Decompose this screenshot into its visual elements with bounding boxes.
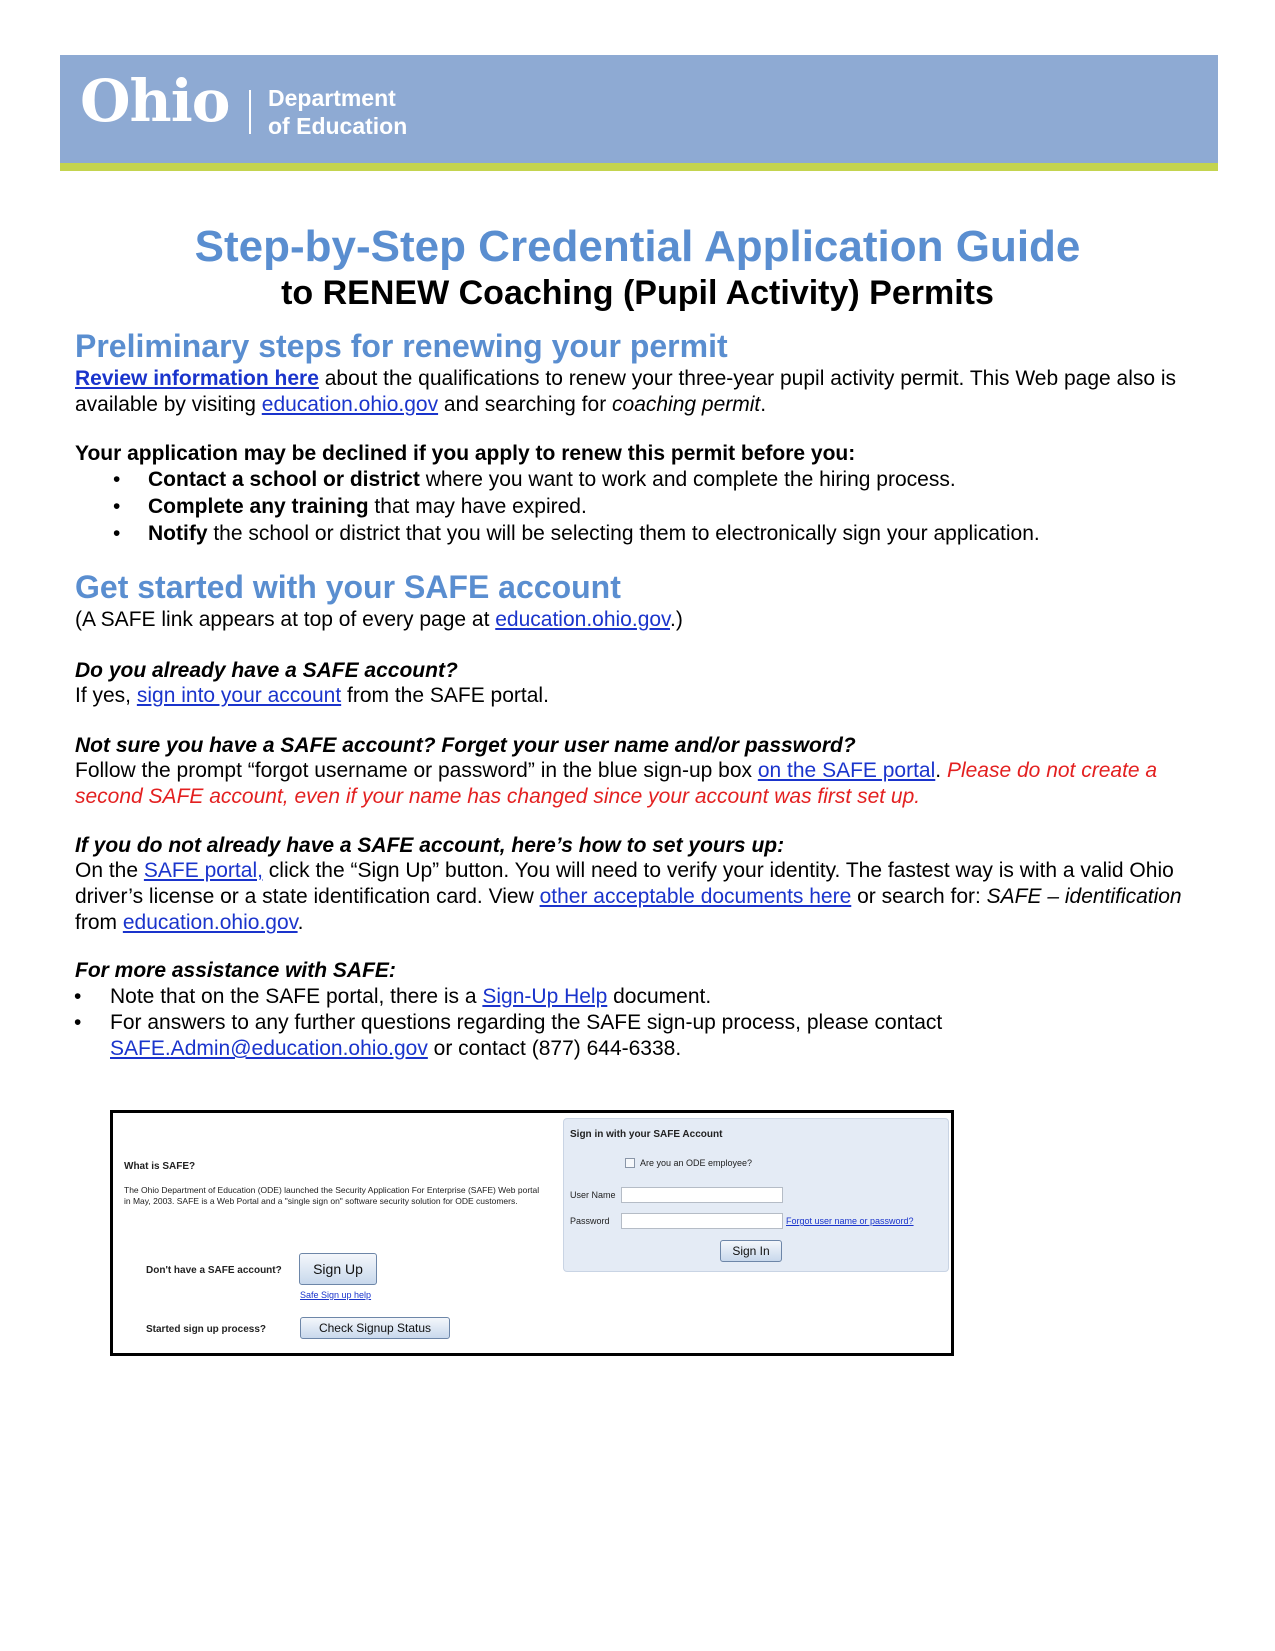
assistance-list bbox=[72, 984, 1172, 1062]
bullet-text: where you want to work and complete the hiring process. bbox=[419, 468, 956, 491]
text: Sign in with your bbox=[570, 1129, 654, 1140]
list-item bbox=[75, 493, 1225, 521]
bullet-text: that may have expired. bbox=[368, 495, 587, 518]
bullet-text: the school or district that you will be selecting them to electronically sign your application. bbox=[207, 522, 1040, 545]
bullet-bold: Complete any training bbox=[148, 495, 369, 518]
acceptable-documents-link[interactable]: other acceptable documents here bbox=[539, 885, 852, 908]
safe-portal-screenshot bbox=[110, 1110, 954, 1356]
header-banner bbox=[60, 55, 1218, 163]
sign-in-button[interactable]: Sign In bbox=[720, 1240, 782, 1262]
ode-employee-label: Are you an ODE employee? bbox=[640, 1158, 753, 1168]
safe-signup-help-link[interactable]: Safe Sign up help bbox=[300, 1290, 372, 1300]
review-information-link[interactable]: Review information here bbox=[75, 367, 319, 390]
list-item bbox=[72, 984, 1172, 1010]
no-account-label: Don't have a SAFE account? bbox=[146, 1265, 282, 1276]
bullet-bold: Notify bbox=[148, 522, 208, 545]
answer-setup bbox=[75, 858, 1205, 936]
ohio-logo: Ohio bbox=[80, 67, 230, 135]
text: .) bbox=[670, 608, 683, 631]
education-ohio-link[interactable]: education.ohio.gov bbox=[261, 393, 439, 416]
what-is-safe-heading: What is SAFE? bbox=[124, 1161, 196, 1172]
text-italic: coaching permit bbox=[612, 393, 761, 416]
text: . bbox=[297, 911, 304, 934]
sign-up-button[interactable]: Sign Up bbox=[299, 1253, 377, 1285]
text-italic: SAFE – identification bbox=[986, 885, 1182, 908]
safe-admin-email-link[interactable]: SAFE.Admin@education.ohio.gov bbox=[110, 1037, 428, 1060]
username-input[interactable] bbox=[621, 1187, 783, 1203]
department-line1: Department bbox=[268, 85, 396, 111]
text: from the SAFE portal. bbox=[341, 684, 549, 707]
header-stripe bbox=[60, 163, 1218, 171]
safe-portal-link[interactable]: on the SAFE portal bbox=[757, 759, 936, 782]
education-ohio-link[interactable]: education.ohio.gov bbox=[495, 608, 670, 631]
text: For answers to any further questions regarding the SAFE sign-up process, please contact bbox=[110, 1011, 943, 1034]
password-label: Password bbox=[570, 1216, 610, 1226]
text: Note that on the SAFE portal, there is a bbox=[110, 985, 483, 1008]
started-signup-label: Started sign up process? bbox=[146, 1324, 267, 1335]
forgot-credentials-link[interactable]: Forgot user name or password? bbox=[786, 1216, 914, 1226]
sign-into-account-link[interactable]: sign into your account bbox=[136, 684, 342, 707]
text: from bbox=[75, 911, 123, 934]
education-ohio-link[interactable]: education.ohio.gov bbox=[122, 911, 298, 934]
text: or contact (877) 644-6338. bbox=[427, 1037, 682, 1060]
text: Account bbox=[680, 1129, 723, 1140]
text: If yes, bbox=[75, 684, 137, 707]
safe-portal-link[interactable]: SAFE portal, bbox=[143, 859, 263, 882]
page-subtitle: to RENEW Coaching (Pupil Activity) Permits bbox=[281, 274, 994, 312]
safe-note bbox=[75, 607, 1205, 633]
text: Follow the prompt “forgot username or password” in the blue sign-up box bbox=[75, 759, 758, 782]
username-label: User Name bbox=[570, 1190, 616, 1200]
text: click the “Sign Up” button. You will need to verify your identity. The fastest way is with a valid Ohio driver’s license or a state identification card. View bbox=[75, 859, 1174, 908]
text: about the qualifications to renew your three-year pupil activity permit. This Web page also is available by visiting bbox=[75, 367, 1177, 416]
text: . bbox=[760, 393, 767, 416]
department-name bbox=[268, 84, 407, 140]
logo-divider bbox=[249, 90, 251, 134]
signup-help-link[interactable]: Sign-Up Help bbox=[482, 985, 608, 1008]
ode-employee-checkbox[interactable] bbox=[625, 1158, 635, 1168]
page-title: Step-by-Step Credential Application Guide bbox=[194, 222, 1081, 271]
section-heading-safe: Get started with your SAFE account bbox=[75, 569, 621, 605]
decline-list bbox=[75, 466, 1225, 548]
list-item bbox=[72, 1010, 1010, 1062]
list-item bbox=[75, 520, 1225, 548]
answer-have-account bbox=[75, 683, 1205, 709]
section-heading-preliminary: Preliminary steps for renewing your permit bbox=[75, 328, 728, 364]
text: document. bbox=[607, 985, 712, 1008]
preliminary-paragraph bbox=[75, 366, 1205, 418]
list-item bbox=[75, 466, 1225, 494]
question-setup: If you do not already have a SAFE account, here’s how to set yours up: bbox=[75, 834, 785, 857]
signin-heading bbox=[570, 1129, 722, 1140]
question-assistance: For more assistance with SAFE: bbox=[75, 959, 396, 982]
text: SAFE bbox=[653, 1129, 681, 1140]
bullet-bold: Contact a school or district bbox=[148, 468, 420, 491]
decline-heading: Your application may be declined if you apply to renew this permit before you: bbox=[75, 442, 856, 465]
text: (A SAFE link appears at top of every page at bbox=[75, 608, 496, 631]
text: or search for: bbox=[851, 885, 987, 908]
department-line2: of Education bbox=[268, 113, 408, 139]
text: On the bbox=[75, 859, 144, 882]
question-not-sure: Not sure you have a SAFE account? Forget your user name and/or password? bbox=[75, 734, 856, 757]
question-have-account: Do you already have a SAFE account? bbox=[75, 659, 458, 682]
text: and searching for bbox=[438, 393, 613, 416]
what-is-safe-text: The Ohio Department of Education (ODE) launched the Security Application For Enterprise (SAFE) Web portal in May, 2003. SAFE is a Web Portal and a "single sign on" software security solution for ODE customers. bbox=[124, 1185, 540, 1206]
check-signup-status-button[interactable]: Check Signup Status bbox=[300, 1317, 450, 1339]
password-input[interactable] bbox=[621, 1213, 783, 1229]
answer-not-sure bbox=[75, 758, 1205, 810]
text: . bbox=[935, 759, 947, 782]
warning-text: Please do not create a second SAFE account, even if your name has changed since your account was first set up. bbox=[75, 759, 1158, 808]
signin-panel bbox=[563, 1118, 949, 1272]
